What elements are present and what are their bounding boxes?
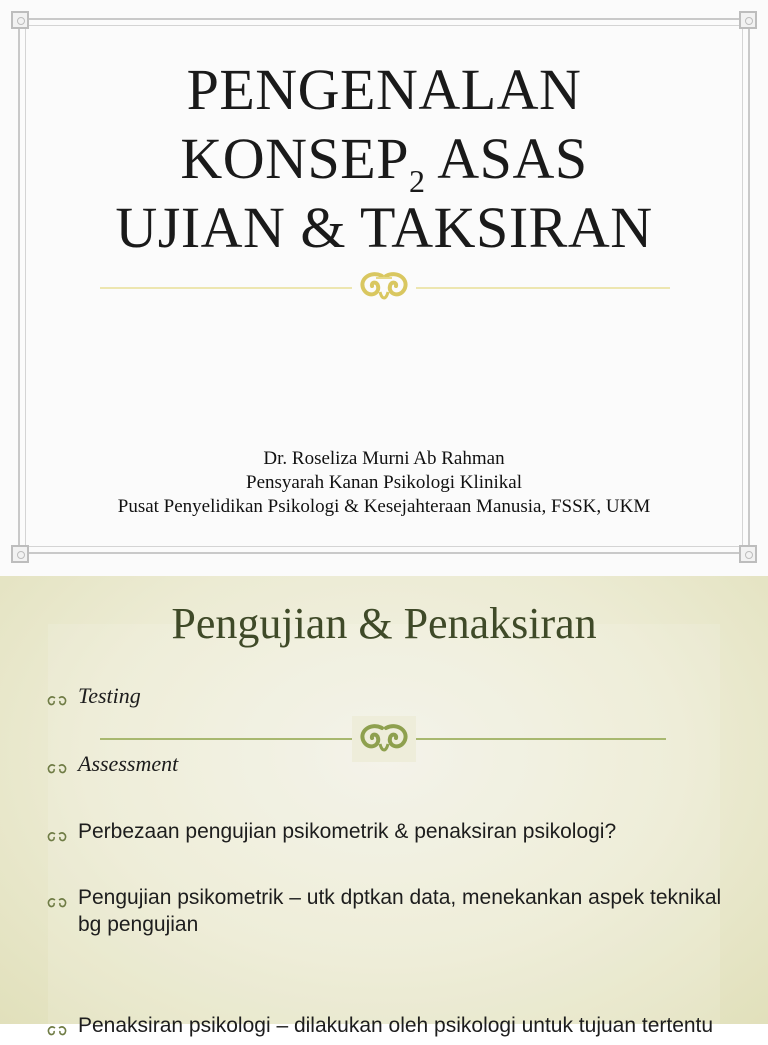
title-line-1: PENGENALAN	[186, 57, 582, 122]
list-item	[46, 1012, 736, 1045]
bullet-text: Penaksiran psikologi – dilakukan oleh psikologi untuk tujuan tertentu	[78, 1014, 714, 1037]
frame-corner-ornament-icon	[11, 11, 29, 29]
bullet-text: Assessment	[78, 751, 179, 776]
frame-corner-ornament-icon	[11, 545, 29, 563]
slide-title	[60, 55, 708, 262]
bullet-flourish-icon	[46, 818, 78, 851]
author-affiliation: Pusat Penyelidikan Psikologi & Kesejahteraan Manusia, FSSK, UKM	[117, 496, 651, 517]
slide-title: Pengujian & Penaksiran	[171, 599, 597, 648]
title-line-2-rest: ASAS	[425, 126, 588, 191]
author-position: Pensyarah Kanan Psikologi Klinikal	[246, 472, 522, 493]
bullet-flourish-icon	[46, 750, 78, 783]
author-name: Dr. Roseliza Murni Ab Rahman	[263, 448, 505, 469]
list-item	[46, 818, 736, 851]
author-block	[40, 447, 728, 519]
flourish-ornament-icon	[352, 262, 416, 310]
bullet-flourish-icon	[46, 884, 78, 938]
title-line-2	[60, 124, 708, 199]
bullet-text: Pengujian psikometrik – utk dptkan data, menekankan aspek teknikal bg pengujian	[78, 886, 722, 936]
list-item	[46, 750, 736, 783]
bullet-text: Perbezaan pengujian psikometrik & penaksiran psikologi?	[78, 820, 617, 843]
bullet-text: Testing	[78, 683, 141, 708]
frame-corner-ornament-icon	[739, 545, 757, 563]
bullet-flourish-icon	[46, 682, 78, 715]
bullet-flourish-icon	[46, 1012, 78, 1045]
title-subscript: 2	[409, 163, 426, 199]
content-slide	[0, 576, 768, 1037]
title-line-2-main: KONSEP	[180, 126, 409, 191]
list-item	[46, 884, 736, 938]
list-item	[46, 682, 736, 715]
frame-corner-ornament-icon	[739, 11, 757, 29]
title-line-3: UJIAN & TAKSIRAN	[115, 195, 653, 260]
